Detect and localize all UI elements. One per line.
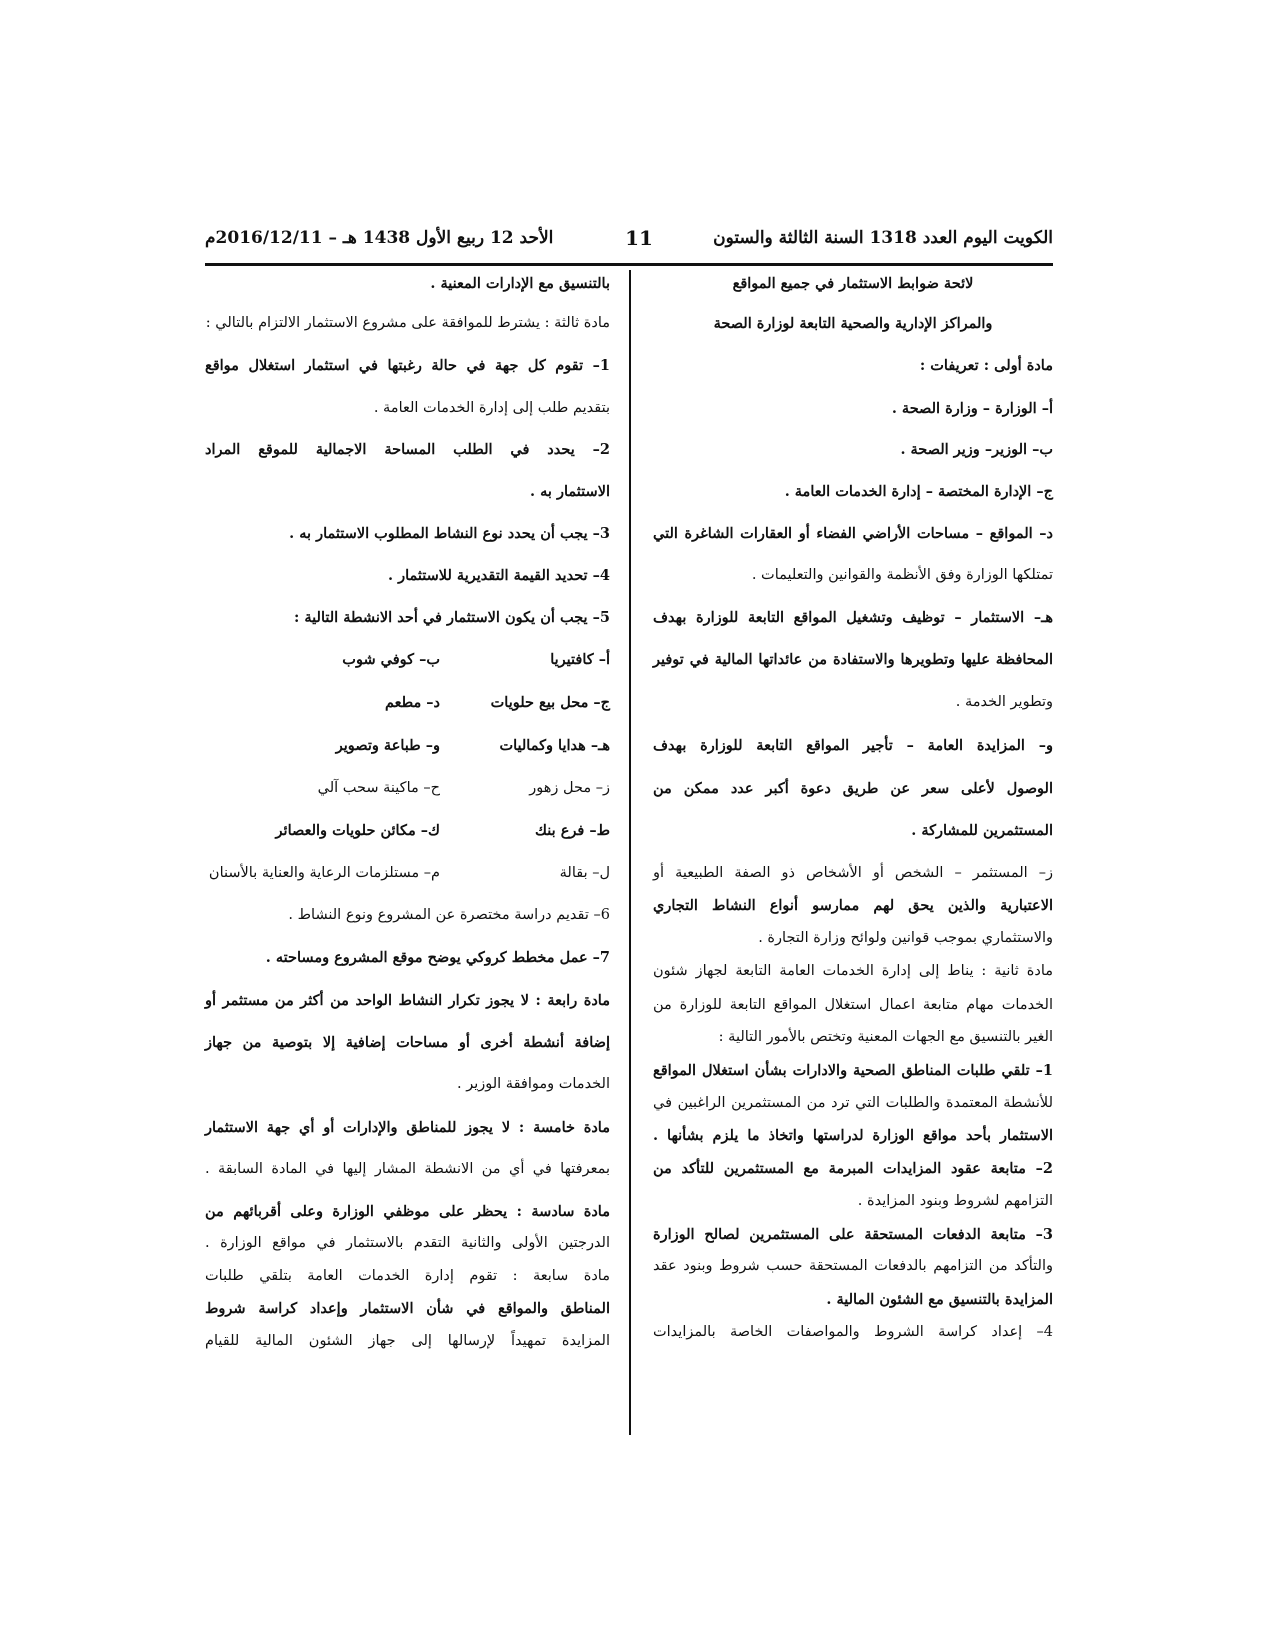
regulation-subtitle: والمراكز الإدارية والصحية التابعة لوزارة الصحة xyxy=(713,315,993,332)
text-line: بتقديم طلب إلى إدارة الخدمات العامة . xyxy=(373,400,610,416)
text-line: 7– عمل مخطط كروكي يوضح موقع المشروع ومساحته . xyxy=(265,949,610,966)
activity-row xyxy=(205,822,610,844)
activity-row xyxy=(205,780,610,802)
activity-row xyxy=(205,865,610,887)
activity-item: و– طباعة وتصوير xyxy=(335,737,440,754)
activity-item: ز– محل زهور xyxy=(529,780,610,796)
text-line: مادة ثانية : يناط إلى إدارة الخدمات العامة التابعة لجهاز شئون xyxy=(653,963,1053,979)
text-line: 5– يجب أن يكون الاستثمار في أحد الانشطة التالية : xyxy=(294,609,610,626)
text-line: 4– إعداد كراسة الشروط والمواصفات الخاصة بالمزايدات xyxy=(653,1324,1053,1340)
text-line: الدرجتين الأولى والثانية التقدم بالاستثمار في مواقع الوزارة . xyxy=(205,1235,610,1251)
text-line: هـ– الاستثمار – توظيف وتشغيل المواقع التابعة للوزارة بهدف xyxy=(653,609,1053,626)
text-line: المزايدة تمهيداً لإرسالها إلى جهاز الشئون المالية للقيام xyxy=(205,1333,610,1349)
text-line: والتأكد من التزامهم بالدفعات المستحقة حسب شروط وبنود عقد xyxy=(653,1258,1053,1274)
text-line: 3– يجب أن يحدد نوع النشاط المطلوب الاستثمار به . xyxy=(289,525,610,542)
activity-row xyxy=(205,737,610,759)
activity-item: أ– كافتيريا xyxy=(550,651,610,668)
text-line: ب– الوزير– وزير الصحة . xyxy=(900,441,1053,458)
column-divider xyxy=(629,270,631,1435)
activity-item: م– مستلزمات الرعاية والعناية بالأسنان xyxy=(208,865,440,881)
text-line: بمعرفتها في أي من الانشطة المشار إليها في المادة السابقة . xyxy=(205,1161,610,1177)
text-line: الاعتبارية والذين يحق لهم ممارسو أنواع النشاط التجاري xyxy=(653,897,1053,914)
text-line: 1– تلقي طلبات المناطق الصحية والادارات بشأن استغلال المواقع xyxy=(653,1062,1053,1079)
text-line: 6– تقديم دراسة مختصرة عن المشروع ونوع النشاط . xyxy=(288,907,610,923)
text-line: الاستثمار به . xyxy=(530,483,610,500)
activity-row xyxy=(205,651,610,673)
issue-info: الكويت اليوم العدد 1318 السنة الثالثة والستون xyxy=(713,228,1053,248)
header-rule xyxy=(205,263,1053,266)
activity-item: ج– محل بيع حلويات xyxy=(490,694,610,711)
activity-item: هـ– هدايا وكماليات xyxy=(499,737,610,754)
text-line: 3– متابعة الدفعات المستحقة على المستثمرين لصالح الوزارة xyxy=(653,1226,1053,1243)
text-line: 2– يحدد في الطلب المساحة الاجمالية للموقع المراد xyxy=(205,441,610,458)
text-line: المستثمرين للمشاركة . xyxy=(911,822,1053,839)
text-line: ز– المستثمر – الشخص أو الأشخاص ذو الصفة الطبيعية أو xyxy=(653,865,1053,881)
regulation-title: لائحة ضوابط الاستثمار في جميع المواقع xyxy=(732,275,974,292)
text-line: المناطق والمواقع في شأن الاستثمار وإعداد كراسة شروط xyxy=(205,1300,610,1317)
activity-item: ب– كوفي شوب xyxy=(342,651,440,668)
activity-row xyxy=(205,694,610,716)
text-line: الوصول لأعلى سعر عن طريق دعوة أكبر عدد ممكن من xyxy=(653,780,1053,797)
activity-item: د– مطعم xyxy=(384,694,440,711)
text-line: و– المزايدة العامة – تأجير المواقع التابعة للوزارة بهدف xyxy=(653,737,1053,754)
page-header xyxy=(205,228,1053,258)
text-line: 4– تحديد القيمة التقديرية للاستثمار . xyxy=(388,567,610,584)
activity-item: ح– ماكينة سحب آلي xyxy=(317,780,440,796)
issue-date: الأحد 12 ربيع الأول 1438 هـ – 2016/12/11م xyxy=(205,228,554,248)
text-line: الاستثمار بأحد مواقع الوزارة لدراستها واتخاذ ما يلزم بشأنها . xyxy=(653,1127,1053,1144)
text-line: مادة سابعة : تقوم إدارة الخدمات العامة بتلقي طلبات xyxy=(205,1268,610,1284)
article-heading: مادة أولى : تعريفات : xyxy=(919,357,1053,374)
text-line: والاستثماري بموجب قوانين ولوائح وزارة التجارة . xyxy=(758,930,1053,946)
text-line: الخدمات وموافقة الوزير . xyxy=(457,1076,610,1092)
text-line: 2– متابعة عقود المزايدات المبرمة مع المستثمرين للتأكد من xyxy=(653,1160,1053,1177)
activity-item: ط– فرع بنك xyxy=(535,822,610,839)
text-line: مادة سادسة : يحظر على موظفي الوزارة وعلى أقربائهم من xyxy=(205,1203,610,1220)
text-line: المحافظة عليها وتطويرها والاستفادة من عائداتها المالية في توفير xyxy=(653,651,1053,668)
text-line: أ– الوزارة – وزارة الصحة . xyxy=(891,400,1053,417)
activity-item: ل– بقالة xyxy=(559,865,610,881)
page-number: 11 xyxy=(625,226,653,250)
text-line: مادة خامسة : لا يجوز للمناطق والإدارات أو أي جهة الاستثمار xyxy=(205,1119,610,1136)
text-line: وتطوير الخدمة . xyxy=(955,694,1053,710)
text-line: تمتلكها الوزارة وفق الأنظمة والقوانين والتعليمات . xyxy=(751,567,1053,583)
article-heading: مادة ثالثة : يشترط للموافقة على مشروع الاستثمار الالتزام بالتالي : xyxy=(205,315,610,331)
text-line: ج– الإدارة المختصة – إدارة الخدمات العامة . xyxy=(784,483,1053,500)
text-line: الخدمات مهام متابعة اعمال استغلال المواقع التابعة للوزارة من xyxy=(653,997,1053,1013)
text-line: د– المواقع – مساحات الأراضي الفضاء أو العقارات الشاغرة التي xyxy=(653,525,1053,542)
text-line: التزامهم لشروط وبنود المزايدة . xyxy=(857,1193,1053,1209)
text-line: إضافة أنشطة أخرى أو مساحات إضافية إلا بتوصية من جهاز xyxy=(205,1034,610,1051)
text-line: للأنشطة المعتمدة والطلبات التي ترد من المستثمرين الراغبين في xyxy=(653,1095,1053,1111)
text-line: 1– تقوم كل جهة في حالة رغبتها في استثمار استغلال مواقع xyxy=(205,357,610,374)
activity-item: ك– مكائن حلويات والعصائر xyxy=(275,822,440,839)
text-line: مادة رابعة : لا يجوز تكرار النشاط الواحد من أكثر من مستثمر أو xyxy=(205,992,610,1009)
text-line: المزايدة بالتنسيق مع الشئون المالية . xyxy=(826,1291,1053,1308)
text-line: الغير بالتنسيق مع الجهات المعنية وتختص بالأمور التالية : xyxy=(718,1029,1053,1045)
text-line: بالتنسيق مع الإدارات المعنية . xyxy=(430,275,610,292)
